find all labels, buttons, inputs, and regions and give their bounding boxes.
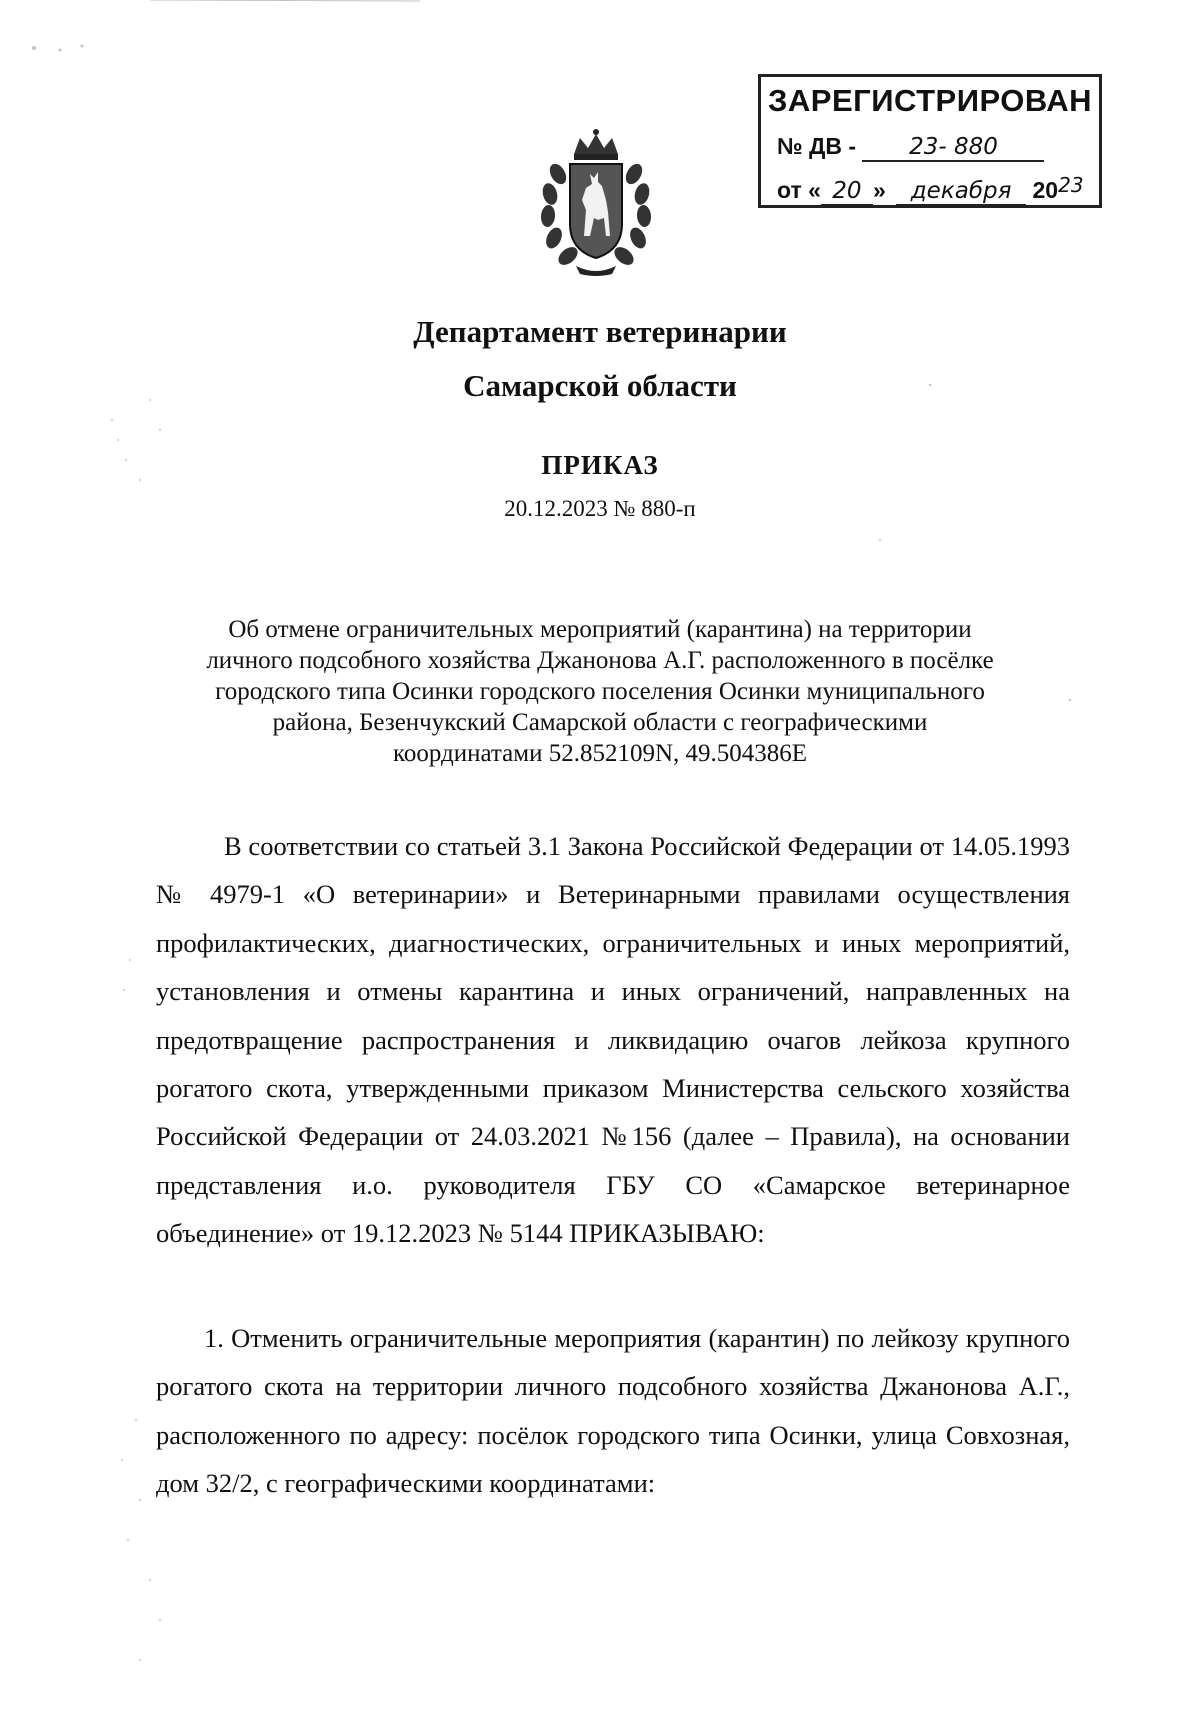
subject-line: личного подсобного хозяйства Джанонова А.Г. расположенного в посёлке xyxy=(206,647,994,674)
document-type: ПРИКАЗ xyxy=(541,450,659,480)
stamp-number-label: № ДВ - xyxy=(777,133,857,159)
subject-line: Об отмене ограничительных мероприятий (карантина) на территории xyxy=(228,616,972,643)
subject-line: городского типа Осинки городского поселения Осинки муниципального xyxy=(215,678,985,705)
stamp-date-prefix: от « xyxy=(777,177,821,203)
stamp-date-day: 20 xyxy=(821,178,873,206)
subject-line: района, Безенчукский Самарской области с географическими xyxy=(272,709,928,736)
stamp-date-month: декабря xyxy=(896,178,1026,206)
stamp-date-year-suffix: 23 xyxy=(1058,173,1084,197)
registration-stamp xyxy=(758,74,1102,208)
stamp-number-row xyxy=(777,133,1044,162)
body-paragraph-preamble: В соответствии со статьей 3.1 Закона Российской Федерации от 14.05.1993 № 4979-1 «О ветеринарии» и Ветеринарными правилами осуществления профилактических, диагностических, ограничительных и иных мероприятий, установления и отмены карантина и иных ограничений, направленных на предотвращение распространения и ликвидацию очагов лейкоза крупного рогатого скота, утвержденными приказом Министерства сельского хозяйства Российской Федерации от 24.03.2021 №156 (далее – Правила), на основании представления и.о. руководителя ГБУ СО «Самарское ветеринарное объединение» от 19.12.2023 № 5144 ПРИКАЗЫВАЮ: xyxy=(156,831,1070,1249)
department-name-line2: Самарской области xyxy=(463,368,737,403)
stamp-date-day-close: » xyxy=(872,177,886,203)
department-name-line1: Департамент ветеринарии xyxy=(413,314,787,349)
order-subject xyxy=(130,614,1070,769)
document-date-number: 20.12.2023 № 880-п xyxy=(504,496,696,521)
body-paragraph-item-1: 1. Отменить ограничительные мероприятия (карантин) по лейкозу крупного рогатого скота на территории личного подсобного хозяйства Джанонова А.Г., расположенного по адресу: посёлок городского типа Осинки, улица Совхозная, дом 32/2, с географическими координатами: xyxy=(156,1323,1070,1499)
stamp-title: ЗАРЕГИСТРИРОВАН xyxy=(767,83,1093,118)
subject-line: координатами 52.852109N, 49.504386E xyxy=(392,740,808,767)
samara-coat-of-arms-icon xyxy=(536,128,656,276)
stamp-date-year-prefix: 20 xyxy=(1032,177,1059,203)
stamp-date-row xyxy=(777,173,1084,206)
stamp-number-value: 23- 880 xyxy=(862,134,1044,162)
